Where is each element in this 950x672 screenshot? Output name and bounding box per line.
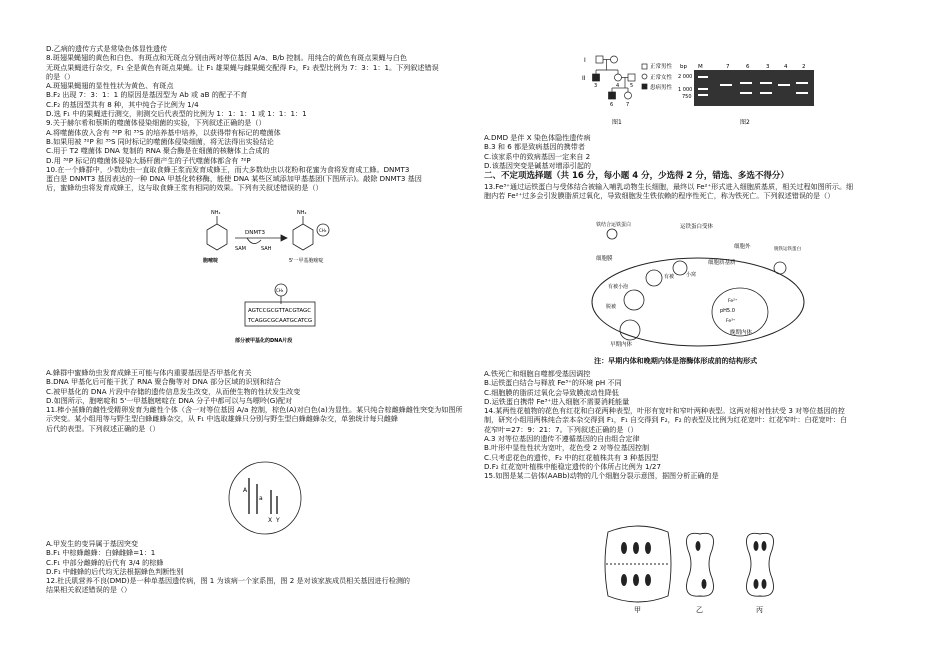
question-text-block-2 [46,368,466,433]
text-line: D.如图所示，胞嘧啶和 5'一甲基胞嘧啶在 DNA 分子中都可以与鸟嘌呤(G)配对 [46,395,293,405]
text-line: D.F₁ 中雌蜂的后代均无法根据蜂色判断性别 [46,566,184,576]
fig13-note: 注：早期内体和晚期内体是溶酶体形成前的结构形式 [594,356,758,365]
text-line: C.F₁ 中部分雌蜂的后代有 3/4 的棕蜂 [46,557,164,567]
allele-a: a [259,495,263,502]
lbl-pit: 小窝 [686,272,697,278]
text-line: A.将噬菌体放入含有 ³²P 和 ³⁵S 的培养基中培养，以获得带有标记的噬菌体 [46,127,281,137]
text-line: C.被甲基化的 DNA 片段中存储的遗传信息发生改变，从而使生物的性状发生改变 [46,386,301,396]
text-line: 15.如图是某二倍体(AABb)动物的几个细胞分裂示意图，据图分析正确的是 [484,471,719,481]
text-line: B.F₂ 出现 7：3：1：1 的原因是基因型为 Ab 或 aB 的配子不育 [46,90,248,100]
ped-id-5: 5 [630,83,634,89]
ped-id-6: 6 [610,102,614,108]
chrom-x: X [268,517,273,524]
pedigree-figure [582,50,692,130]
legend-normal-female: 正常女性 [650,75,673,81]
allele-A: A [243,487,248,494]
cell-bing: 丙 [756,606,763,614]
sam-label: SAM [235,246,247,252]
gen-I: I [584,57,586,64]
left-column [46,44,466,193]
lbl-extracellular: 细胞外 [734,244,751,250]
lbl-early-endosome: 早期内体 [610,342,633,348]
lbl-iron-bound: 铁结合运铁蛋白 [596,222,632,228]
text-line: A.DMD 是伴 X 染色体隐性遗传病 [484,133,591,142]
text-line: D.F₂ 红花宽叶植株中能稳定遗传的个体所占比例为 1/27 [484,461,661,471]
section-heading: 二、不定项选择题（共 16 分，每小题 4 分，少选得 2 分，错选、多选不得分） [484,171,789,182]
text-line: C.用于 T2 噬菌体 DNA 复制的 RNA 聚合酶是在细菌的核糖体上合成的 [46,146,270,156]
gel-6: 6 [746,64,750,70]
dna-seq-bottom: TCAGGCGCAATGCATCG [248,318,313,324]
fig2-caption: 图2 [740,119,750,126]
text-line: B.叶形中显性性状为宽叶，花色受 2 对等位基因控制 [484,443,650,453]
gel-bp: bp [680,64,687,70]
chrom-y: Y [276,517,280,524]
ped-id-7: 7 [626,102,630,108]
question-text-block-r2 [484,182,924,201]
text-line: 结果相关叙述错误的是（） [46,585,132,595]
gel-svg [680,60,820,132]
text-line: D.该基因突变是碱基对增添引起的 [484,160,592,170]
text-line: 13.Fe³⁺通过运铁蛋白与受体结合被输入哺乳动物生长细胞，最终以 Fe²⁺形式进入细胞质基质，相关过程如图所示。细 [484,182,854,192]
gel-3: 3 [766,64,770,70]
text-line: 制，研究小组用两株纯合亲本杂交得到 F₁，F₁ 自交得到 F₂，F₂ 的表型及比例为红花宽叶：红花窄叶：白花宽叶：白 [484,415,848,425]
lbl-fe3: Fe³⁺ [726,319,736,324]
text-line: 11.棒小茧蜂的雌性受精卵发育为雌性个体（含一对等位基因 A/a 控制，棕色(A)对白色(a)为显性。某只纯合棕雌蜂雌性突变为如图所 [46,405,463,415]
text-line: 后代的表型。下列叙述正确的是（） [46,423,160,433]
text-line: A.3 对等位基因的遗传不遵循基因的自由组合定律 [484,434,640,444]
text-line: B.DNA 甲基化后可能干扰了 RNA 聚合酶等对 DNA 部分区域的识别和结合 [46,377,281,387]
legend-affected-male: 患病男性 [650,85,673,91]
text-line: 10.在一个蜂群中，少数幼虫一直取食蜂王浆而发育成蜂王，而大多数幼虫以花粉和花蜜为食将发育成工蜂。DNMT3 [46,164,410,174]
text-line: A.斑翅果蝇翅的显性性状为黄色、有斑点 [46,81,174,91]
text-line: A.蜂群中蜜蜂幼虫发育成蜂王可能与体内重要基因是否甲基化有关 [46,368,252,377]
text-line: C.该家系中的致病基因一定来自 2 [484,151,591,161]
gel-figure [680,60,820,132]
lbl-cytosol: 细胞质基质 [708,260,736,266]
text-line: B.3 和 6 都是致病基因的携带者 [484,142,585,152]
gel-marker-2000: 2 000 [678,74,693,80]
iron-transport-svg [590,222,810,352]
chromosome-svg [225,458,305,538]
text-line: A.甲发生的变异属于基因突变 [46,539,139,548]
dna-caption: 部分被甲基化的DNA片段 [235,338,293,344]
right-column-note [484,356,924,365]
text-line: C.细胞膜的脂质过氧化会导致膜流动性降低 [484,387,619,397]
gel-body [694,70,814,106]
text-line: 后，蜜蜂幼虫将发育成蜂王，这与取食蜂王浆有相同的效果。下列有关叙述错误的是（） [46,183,323,193]
question-text-block-3 [46,539,466,595]
text-line: 胞内若 Fe²⁺过多会引发膜脂质过氧化，导致细胞发生铁依赖的程序性死亡，称为铁死亡。下列叙述错误的是（） [484,191,835,201]
cytosine-label: 胞嘧啶 [203,258,219,264]
text-line: B.运铁蛋白结合与释放 Fe³⁺的环境 pH 不同 [484,378,622,388]
dnmt3-label: DNMT3 [245,230,265,236]
text-line: D.运铁蛋白携带 Fe³⁺进入细胞不需要消耗能量 [484,396,630,406]
left-column-3 [46,539,466,595]
meiosis-svg [598,524,798,614]
ch3-dna-label: CH₃ [276,288,284,293]
question-text-block [46,44,466,193]
right-column-2 [484,369,924,481]
iron-transport-figure [590,222,810,352]
lbl-apotransferrin: 脱铁运铁蛋白 [774,247,801,252]
right-column [484,133,924,201]
meiosis-figure [598,524,798,614]
lbl-uncoat: 脱被 [606,304,617,310]
question-text-block-r3 [484,369,924,481]
text-line: A.铁死亡和细胞自噬都受基因调控 [484,369,591,378]
pedigree-svg [582,50,692,130]
text-line: 无斑点果蝇进行杂交，F₁ 全是黄色有斑点果蝇。让 F₁ 雄果蝇与雌果蝇交配得 F₂，F₂ 表型比例为 7：3：1：1。下列叙述错误 [46,62,439,72]
text-line: D.乙病的遗传方式是常染色体显性遗传 [46,44,168,53]
dna-methylation-svg [195,200,355,360]
dna-methylation-figure [195,200,355,360]
sah-label: SAH [261,246,272,252]
legend-normal-male: 正常男性 [650,64,673,70]
lbl-receptor: 运铁蛋白受体 [680,224,714,230]
dna-seq-top: AGTCCGCGTTACGTAGC [248,308,312,314]
nh2-label: NH₂ [211,210,221,216]
cell-jia: 甲 [634,606,641,614]
text-line: C.F₂ 的基因型共有 8 种，其中纯合子比例为 1/4 [46,99,199,109]
ch3-label: CH₃ [319,228,327,233]
gel-marker-1000: 1 000 [678,87,693,93]
text-line: 花窄叶=27：9：21：7。下列叙述正确的是（） [484,424,638,434]
lbl-fe2: Fe²⁺ [728,299,738,304]
text-line: 蛋白是 DNMT3 基因表达的一种 DNA 甲基化转移酶，能使 DNA 某些区域添加甲基基团(下图所示)。敲除 DNMT3 基因 [46,174,422,184]
text-line: D.用 ³²P 标记的噬菌体侵染大肠杆菌产生的子代噬菌体都含有 ³²P [46,155,251,165]
gel-M: M [698,64,703,70]
lbl-late-endosome: 晚期内体 [730,330,753,336]
gen-II: II [582,75,586,82]
methyl-c-label: 5'一甲基胞嘧啶 [289,258,324,264]
text-line: 9.关于赫尔希和蔡斯的噬菌体侵染细菌的实验，下列叙述正确的是（） [46,118,266,128]
text-line: C.只考虑花色的遗传，F₂ 中的红花植株共有 3 种基因型 [484,452,659,462]
text-line: 14.某两性花植物的花色有红花和白花两种表型，叶形有宽叶和窄叶两种表型。这两对相对性状受 3 对等位基因的控 [484,406,845,416]
text-line: B.如果用被 ³²P 和 ³⁵S 同时标记的噬菌体侵染细菌，将无法得出实验结论 [46,136,274,146]
ped-id-4: 4 [616,83,620,89]
lbl-coated: 有被 [664,274,675,280]
lbl-membrane: 细胞膜 [596,256,613,262]
ped-id-3: 3 [594,83,598,89]
cell-yi: 乙 [696,606,703,614]
question-text-block-r1 [484,133,924,170]
text-line: 示突变。某小组用等与野生型白蜂雌蜂杂交，从 F₁ 中选取雄蜂只分别与野生型白蜂雌蜂杂交，单独统计每只雌蜂 [46,414,398,424]
fig1-caption: 图1 [612,119,622,126]
left-column-2 [46,368,466,433]
text-line: B.F₁ 中棕蜂雌蜂：白蜂雌蜂=1：1 [46,548,156,558]
nh2-label-2: NH₂ [297,210,307,216]
gel-7: 7 [726,64,730,70]
gel-marker-750: 750 [682,94,692,100]
gel-4: 4 [784,64,788,70]
gel-2: 2 [802,64,806,70]
text-line: 8.斑翅果蝇翅的黄色和白色、有斑点和无斑点分别由两对等位基因 A/a、B/b 控制。用纯合的黄色有斑点果蝇与白色 [46,53,407,63]
text-line: 的是（） [46,71,75,81]
text-line: D.选 F₁ 中的果蝇进行测交，则测交后代表型的比例为 1：1：1：1 或 1：1：1：1 [46,109,307,119]
chromosome-figure [225,458,305,538]
lbl-ph: pH5.0 [720,308,735,314]
lbl-coated-vesicle: 有被小泡 [608,284,629,290]
text-line: 12.杜氏肌营养不良(DMD)是一种单基因遗传病，图 1 为该病一个家系图，图 2 是对该家族成员相关基因进行检测的 [46,576,411,586]
